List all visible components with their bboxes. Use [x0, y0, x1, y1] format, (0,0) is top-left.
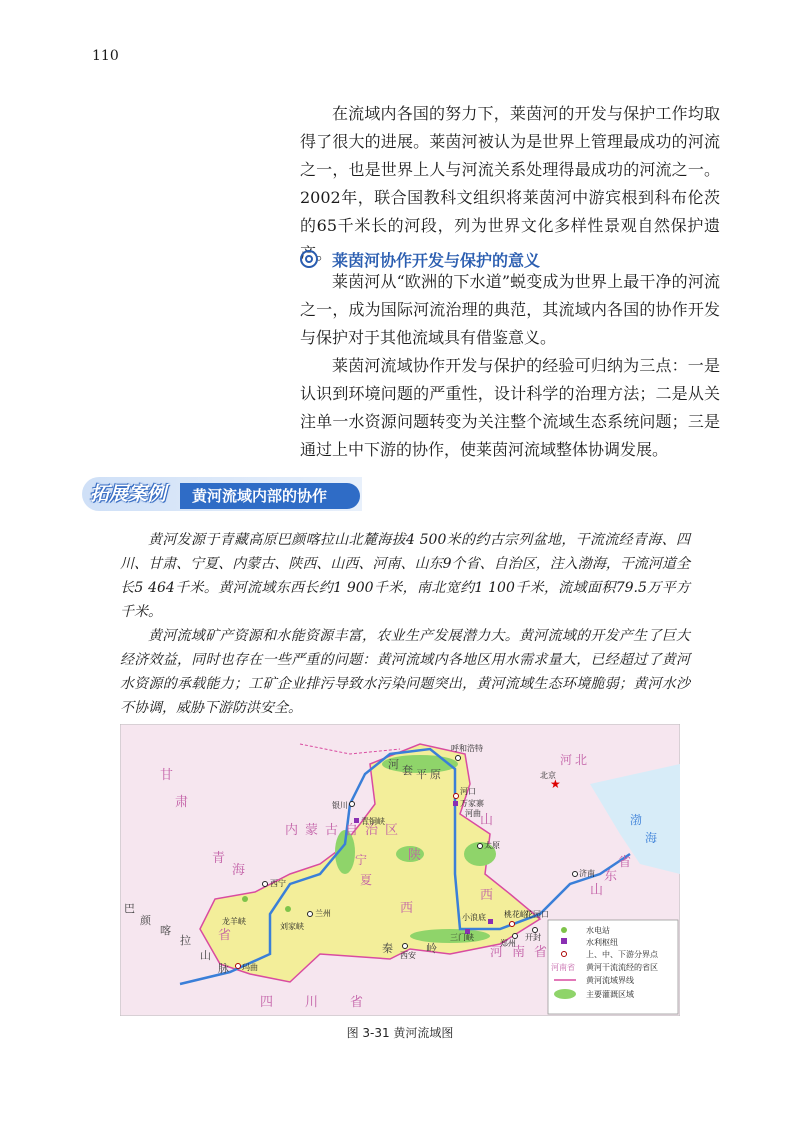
city-label: 西宁: [270, 879, 286, 888]
city-label: 刘家峡: [280, 922, 304, 931]
region-label: 喀: [160, 924, 171, 937]
region-label: 岭: [426, 942, 437, 955]
city-label: 小浪底: [462, 913, 486, 922]
city-marker: [478, 844, 483, 849]
region-label: 河: [388, 758, 399, 771]
city-label: 西安: [400, 951, 416, 960]
case-study-body: [120, 528, 690, 720]
section-body: [300, 268, 720, 464]
city-label: 河曲: [465, 809, 481, 818]
region-label: 平: [416, 768, 427, 781]
province-label: 北: [575, 753, 588, 767]
city-label: 银川: [332, 801, 348, 810]
sea-label: 海: [645, 831, 658, 845]
region-label: 巴: [124, 902, 135, 915]
city-label: 呼和浩特: [451, 744, 483, 753]
map-legend: [548, 920, 678, 1014]
province-label: 河: [490, 945, 504, 960]
section-paragraph: 莱茵河从“欧洲的下水道”蜕变成为世界上最干净的河流之一，成为国际河流治理的典范，其流域内各国的协作开发与保护对于其他流域具有借鉴意义。: [300, 272, 720, 347]
figure-caption: 图 3-31 黄河流域图: [346, 1026, 454, 1040]
section-paragraph: 莱茵河流域协作开发与保护的经验可归纳为三点：一是认识到环境问题的严重性，设计科学的治理方法；二是从关注单一水资源问题转变为关注整个流域生态系统问题；三是通过上中下游的协作，使莱茵河流域整体协调发展。: [300, 356, 720, 459]
region-label: 山: [200, 949, 211, 962]
legend-division: 上、中、下游分界点: [586, 950, 658, 959]
hub-marker: [453, 801, 458, 806]
city-marker: [573, 872, 578, 877]
region-label: 脉: [218, 962, 229, 975]
province-label: 宁: [355, 853, 368, 867]
region-label: 颜: [140, 914, 151, 927]
province-label: 省: [350, 995, 364, 1010]
province-label: 南: [512, 945, 526, 960]
city-marker: [533, 928, 538, 933]
province-label: 山: [590, 883, 604, 898]
city-label: 北京: [540, 771, 556, 780]
city-label: 三门峡: [450, 933, 474, 942]
province-label: 省: [618, 855, 632, 870]
legend-hub-icon: [561, 938, 567, 944]
city-label: 万家寨: [460, 799, 484, 808]
city-marker: [308, 912, 313, 917]
legend-province-desc: 黄河干流流经的省区: [586, 963, 658, 972]
province-label: 自: [345, 823, 359, 838]
hydro-marker: [285, 906, 291, 912]
city-marker: [403, 944, 408, 949]
province-label: 省: [218, 928, 232, 943]
city-marker: [454, 794, 459, 799]
city-label: 兰州: [315, 909, 331, 918]
province-label: 夏: [360, 873, 373, 887]
province-label: 海: [232, 863, 246, 878]
legend-irrigation: 主要灌溉区域: [586, 990, 634, 999]
intro-column: [300, 100, 720, 268]
province-label: 区: [385, 823, 399, 838]
province-label: 内: [285, 823, 299, 838]
city-label: 玛曲: [242, 963, 258, 972]
city-marker: [350, 802, 355, 807]
bullseye-icon: [300, 250, 318, 268]
legend-division-icon: [562, 952, 567, 957]
legend-boundary: 黄河流域界线: [586, 976, 634, 985]
city-marker: [263, 882, 268, 887]
province-label: 陕: [408, 848, 422, 863]
province-label: 治: [365, 823, 379, 838]
city-marker: [510, 922, 515, 927]
province-label: 西: [400, 901, 414, 916]
hub-marker: [488, 919, 493, 924]
province-label: 川: [305, 995, 319, 1010]
legend-province-sample: 河南省: [551, 963, 575, 972]
page-number: 110: [92, 48, 119, 64]
case-paragraph: 黄河发源于青藏高原巴颜喀拉山北麓海拔4 500米的约古宗列盆地，干流流经青海、四川、甘肃、宁夏、内蒙古、陕西、山西、河南、山东9个省、自治区，注入渤海，干流河道全长5 464千米。黄河流域东西长约1 900千米，南北宽约1 100千米，流域面积79.5万平方千米。: [120, 532, 690, 620]
province-label: 蒙: [305, 823, 319, 838]
region-label: 套: [402, 764, 413, 777]
region-label: 秦: [382, 942, 393, 955]
province-label: 甘: [160, 768, 174, 783]
province-label: 古: [325, 823, 339, 838]
case-study-title: 黄河流域内部的协作: [180, 483, 360, 509]
legend-hydro-icon: [561, 927, 567, 933]
city-label: 花园口: [525, 910, 549, 919]
city-label: 太原: [484, 841, 500, 850]
case-study-tag: 拓展案例: [90, 483, 167, 505]
province-label: 东: [604, 869, 618, 884]
city-label: 济南: [579, 869, 595, 878]
sea-label: 渤: [630, 813, 643, 827]
case-study-banner: [82, 477, 362, 511]
region-label: 拉: [180, 934, 191, 947]
province-label: 河: [560, 753, 573, 767]
city-label: 开封: [525, 933, 541, 942]
city-label: 河口: [460, 787, 476, 796]
hydro-marker: [242, 896, 248, 902]
province-label: 四: [260, 995, 274, 1010]
city-label: 青铜峡: [361, 817, 385, 826]
province-label: 肃: [175, 795, 189, 810]
section-heading-text: 莱茵河协作开发与保护的意义: [332, 251, 541, 270]
province-label: 青: [212, 851, 226, 866]
legend-hydro: 水电站: [586, 926, 610, 935]
city-marker: [513, 934, 518, 939]
city-marker: [236, 964, 241, 969]
intro-paragraph: 在流域内各国的努力下，莱茵河的开发与保护工作均取得了很大的进展。莱茵河被认为是世界上管理最成功的河流之一，也是世界上人与河流关系处理得最成功的河流之一。2002年，联合国教科文组织将莱茵河中游宾根到科布伦茨的65千米长的河段，列为世界文化多样性景观自然保护遗产。: [300, 104, 720, 263]
province-label: 省: [534, 945, 548, 960]
province-label: 山: [480, 813, 494, 828]
region-label: 原: [430, 768, 441, 781]
legend-irrigation-icon: [554, 989, 576, 999]
city-marker: [456, 756, 461, 761]
case-paragraph: 黄河流域矿产资源和水能资源丰富，农业生产发展潜力大。黄河流域的开发产生了巨大经济效益，同时也存在一些严重的问题：黄河流域内各地区用水需求量大，已经超过了黄河水资源的承载能力；工矿企业排污导致水污染问题突出，黄河流域生态环境脆弱；黄河水沙不协调，威胁下游防洪安全。: [120, 628, 690, 716]
yellow-river-basin-map: [120, 724, 680, 1016]
hub-marker: [354, 818, 359, 823]
province-label: 西: [480, 888, 494, 903]
legend-hub: 水利枢纽: [586, 938, 618, 947]
capital-star-icon: ★: [550, 777, 561, 791]
city-label: 龙羊峡: [222, 917, 246, 926]
city-label: 郑州: [500, 939, 516, 948]
city-label: 桃花峪: [504, 910, 528, 919]
